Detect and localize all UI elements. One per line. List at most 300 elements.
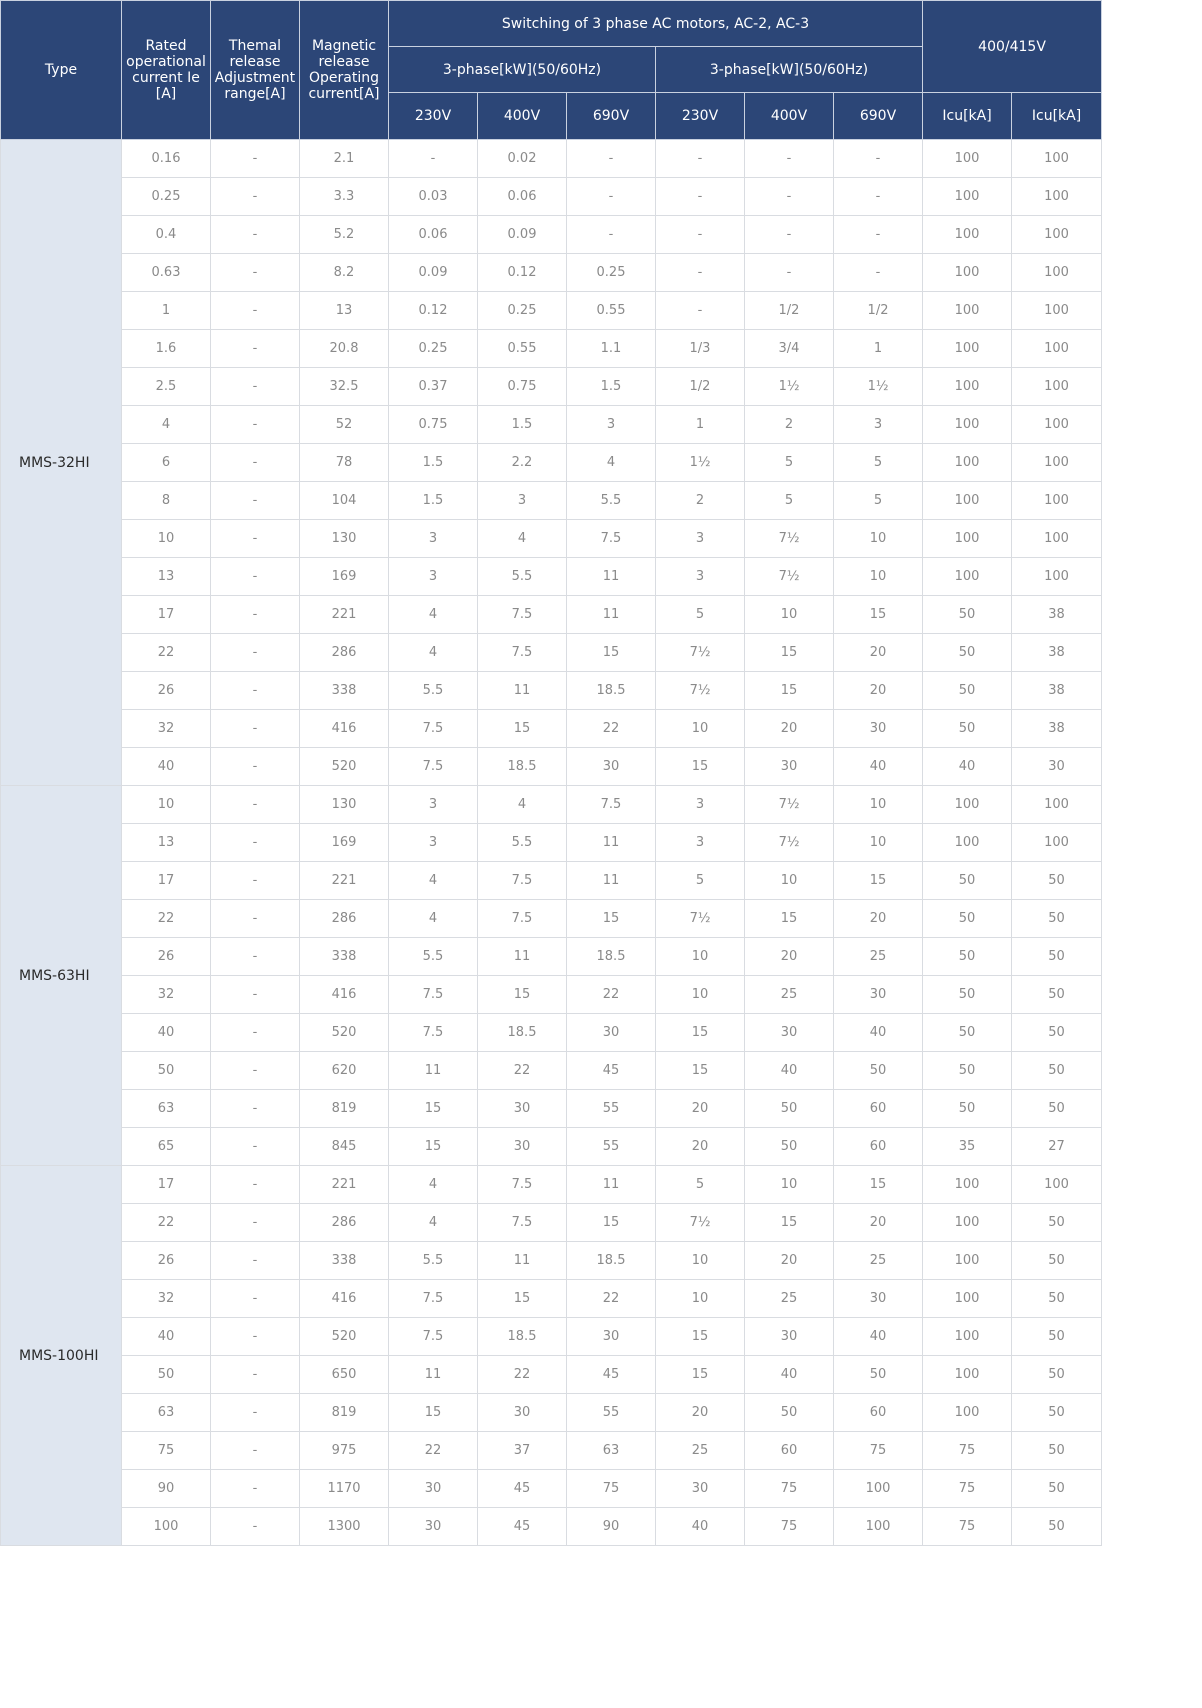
hp-230v-cell: 5 xyxy=(656,596,745,634)
thermal-release-cell: - xyxy=(211,672,300,710)
hp-230v-cell: - xyxy=(656,178,745,216)
kw-400v-cell: 37 xyxy=(478,1432,567,1470)
hp-230v-cell: 40 xyxy=(656,1508,745,1546)
kw-400v-cell: 3 xyxy=(478,482,567,520)
kw-400v-cell: 0.06 xyxy=(478,178,567,216)
kw-400v-cell: 7.5 xyxy=(478,900,567,938)
rated-current-cell: 2.5 xyxy=(122,368,211,406)
magnetic-release-cell: 338 xyxy=(300,672,389,710)
hp-690v-cell: - xyxy=(834,216,923,254)
icu-2-cell: 38 xyxy=(1012,596,1102,634)
table-row xyxy=(1,254,1102,292)
kw-690v-cell: 11 xyxy=(567,596,656,634)
icu-1-cell: 100 xyxy=(923,786,1012,824)
hp-230v-cell: 10 xyxy=(656,1242,745,1280)
hp-690v-cell: 20 xyxy=(834,900,923,938)
hp-400v-cell: 50 xyxy=(745,1090,834,1128)
icu-2-cell: 100 xyxy=(1012,140,1102,178)
magnetic-release-cell: 520 xyxy=(300,748,389,786)
header-row-1 xyxy=(1,1,1102,47)
kw-230v-cell: 0.75 xyxy=(389,406,478,444)
magnetic-release-cell: 104 xyxy=(300,482,389,520)
icu-2-cell: 100 xyxy=(1012,330,1102,368)
kw-400v-cell: 7.5 xyxy=(478,862,567,900)
kw-690v-cell: 1.1 xyxy=(567,330,656,368)
thermal-release-cell: - xyxy=(211,1394,300,1432)
rated-current-cell: 10 xyxy=(122,786,211,824)
icu-1-cell: 100 xyxy=(923,1166,1012,1204)
rated-current-cell: 75 xyxy=(122,1432,211,1470)
kw-230v-cell: 1.5 xyxy=(389,444,478,482)
magnetic-release-cell: 286 xyxy=(300,900,389,938)
icu-2-cell: 100 xyxy=(1012,254,1102,292)
kw-230v-cell: 3 xyxy=(389,786,478,824)
rated-current-cell: 32 xyxy=(122,976,211,1014)
hp-690v-cell: - xyxy=(834,140,923,178)
icu-1-cell: 50 xyxy=(923,862,1012,900)
icu-2-cell: 50 xyxy=(1012,1090,1102,1128)
hp-690v-cell: 40 xyxy=(834,748,923,786)
hp-230v-cell: 3 xyxy=(656,520,745,558)
hp-400v-cell: 50 xyxy=(745,1394,834,1432)
rated-current-cell: 0.25 xyxy=(122,178,211,216)
hp-230v-cell: 3 xyxy=(656,786,745,824)
hp-400v-cell: 50 xyxy=(745,1128,834,1166)
col-header-voltage-group: 400/415V xyxy=(923,1,1102,93)
magnetic-release-cell: 221 xyxy=(300,862,389,900)
hp-690v-cell: 20 xyxy=(834,1204,923,1242)
hp-230v-cell: - xyxy=(656,216,745,254)
rated-current-cell: 26 xyxy=(122,938,211,976)
kw-690v-cell: 18.5 xyxy=(567,672,656,710)
thermal-release-cell: - xyxy=(211,1090,300,1128)
thermal-release-cell: - xyxy=(211,254,300,292)
kw-400v-cell: 18.5 xyxy=(478,1318,567,1356)
rated-current-cell: 1 xyxy=(122,292,211,330)
kw-230v-cell: 22 xyxy=(389,1432,478,1470)
col-header-3phase-kw-1: 3-phase[kW](50/60Hz) xyxy=(389,47,656,93)
hp-230v-cell: - xyxy=(656,292,745,330)
kw-400v-cell: 22 xyxy=(478,1356,567,1394)
thermal-release-cell: - xyxy=(211,330,300,368)
kw-230v-cell: 0.37 xyxy=(389,368,478,406)
icu-2-cell: 100 xyxy=(1012,444,1102,482)
kw-690v-cell: 0.55 xyxy=(567,292,656,330)
hp-690v-cell: 60 xyxy=(834,1090,923,1128)
rated-current-cell: 100 xyxy=(122,1508,211,1546)
hp-690v-cell: 1 xyxy=(834,330,923,368)
kw-230v-cell: 7.5 xyxy=(389,976,478,1014)
hp-690v-cell: 1/2 xyxy=(834,292,923,330)
kw-690v-cell: 3 xyxy=(567,406,656,444)
rated-current-cell: 13 xyxy=(122,824,211,862)
col-header-switching: Switching of 3 phase AC motors, AC-2, AC-3 xyxy=(389,1,923,47)
table-row xyxy=(1,1280,1102,1318)
hp-690v-cell: 50 xyxy=(834,1052,923,1090)
kw-400v-cell: 15 xyxy=(478,1280,567,1318)
hp-230v-cell: 1 xyxy=(656,406,745,444)
rated-current-cell: 22 xyxy=(122,634,211,672)
rated-current-cell: 13 xyxy=(122,558,211,596)
icu-1-cell: 100 xyxy=(923,444,1012,482)
hp-230v-cell: 10 xyxy=(656,1280,745,1318)
rated-current-cell: 50 xyxy=(122,1052,211,1090)
icu-1-cell: 100 xyxy=(923,1204,1012,1242)
kw-400v-cell: 0.09 xyxy=(478,216,567,254)
hp-400v-cell: 5 xyxy=(745,482,834,520)
magnetic-release-cell: 221 xyxy=(300,1166,389,1204)
rated-current-cell: 22 xyxy=(122,1204,211,1242)
hp-230v-cell: 20 xyxy=(656,1128,745,1166)
kw-690v-cell: 55 xyxy=(567,1090,656,1128)
icu-1-cell: 100 xyxy=(923,520,1012,558)
table-row xyxy=(1,292,1102,330)
table-row xyxy=(1,558,1102,596)
thermal-release-cell: - xyxy=(211,1014,300,1052)
kw-230v-cell: 7.5 xyxy=(389,1318,478,1356)
icu-2-cell: 100 xyxy=(1012,368,1102,406)
hp-400v-cell: 1/2 xyxy=(745,292,834,330)
kw-690v-cell: 18.5 xyxy=(567,938,656,976)
table-row xyxy=(1,1090,1102,1128)
rated-current-cell: 32 xyxy=(122,710,211,748)
kw-400v-cell: 30 xyxy=(478,1394,567,1432)
kw-230v-cell: 0.12 xyxy=(389,292,478,330)
table-row xyxy=(1,748,1102,786)
kw-230v-cell: 3 xyxy=(389,824,478,862)
magnetic-release-cell: 416 xyxy=(300,1280,389,1318)
hp-400v-cell: 75 xyxy=(745,1470,834,1508)
kw-230v-cell: 3 xyxy=(389,520,478,558)
icu-1-cell: 75 xyxy=(923,1432,1012,1470)
table-row xyxy=(1,1014,1102,1052)
kw-690v-cell: 11 xyxy=(567,824,656,862)
magnetic-release-cell: 169 xyxy=(300,558,389,596)
hp-690v-cell: - xyxy=(834,254,923,292)
hp-400v-cell: 60 xyxy=(745,1432,834,1470)
hp-230v-cell: 20 xyxy=(656,1394,745,1432)
thermal-release-cell: - xyxy=(211,292,300,330)
icu-2-cell: 50 xyxy=(1012,1394,1102,1432)
table-row xyxy=(1,1204,1102,1242)
kw-230v-cell: 11 xyxy=(389,1052,478,1090)
hp-400v-cell: 15 xyxy=(745,634,834,672)
thermal-release-cell: - xyxy=(211,1432,300,1470)
hp-690v-cell: 1½ xyxy=(834,368,923,406)
icu-2-cell: 38 xyxy=(1012,634,1102,672)
hp-690v-cell: 10 xyxy=(834,558,923,596)
col-header-3phase-kw-2: 3-phase[kW](50/60Hz) xyxy=(656,47,923,93)
hp-400v-cell: 25 xyxy=(745,976,834,1014)
col-header-400v-1: 400V xyxy=(478,93,567,140)
kw-690v-cell: 30 xyxy=(567,748,656,786)
kw-690v-cell: 11 xyxy=(567,558,656,596)
magnetic-release-cell: 2.1 xyxy=(300,140,389,178)
kw-690v-cell: 63 xyxy=(567,1432,656,1470)
magnetic-release-cell: 338 xyxy=(300,938,389,976)
kw-400v-cell: 18.5 xyxy=(478,748,567,786)
kw-400v-cell: 2.2 xyxy=(478,444,567,482)
thermal-release-cell: - xyxy=(211,634,300,672)
thermal-release-cell: - xyxy=(211,900,300,938)
thermal-release-cell: - xyxy=(211,976,300,1014)
magnetic-release-cell: 286 xyxy=(300,634,389,672)
thermal-release-cell: - xyxy=(211,938,300,976)
kw-400v-cell: 4 xyxy=(478,520,567,558)
hp-400v-cell: 3/4 xyxy=(745,330,834,368)
table-row xyxy=(1,1508,1102,1546)
table-row xyxy=(1,900,1102,938)
icu-2-cell: 50 xyxy=(1012,1242,1102,1280)
icu-1-cell: 50 xyxy=(923,710,1012,748)
rated-current-cell: 0.16 xyxy=(122,140,211,178)
col-header-rated-current: Rated operational current Ie [A] xyxy=(122,1,211,140)
thermal-release-cell: - xyxy=(211,1280,300,1318)
thermal-release-cell: - xyxy=(211,824,300,862)
icu-2-cell: 50 xyxy=(1012,1356,1102,1394)
hp-230v-cell: 1½ xyxy=(656,444,745,482)
kw-230v-cell: 15 xyxy=(389,1090,478,1128)
rated-current-cell: 40 xyxy=(122,1014,211,1052)
kw-690v-cell: 7.5 xyxy=(567,520,656,558)
table-row xyxy=(1,1470,1102,1508)
hp-400v-cell: 20 xyxy=(745,1242,834,1280)
kw-400v-cell: 18.5 xyxy=(478,1014,567,1052)
thermal-release-cell: - xyxy=(211,596,300,634)
kw-690v-cell: 45 xyxy=(567,1356,656,1394)
table-row xyxy=(1,1432,1102,1470)
hp-690v-cell: 5 xyxy=(834,444,923,482)
hp-690v-cell: 10 xyxy=(834,520,923,558)
icu-2-cell: 100 xyxy=(1012,216,1102,254)
magnetic-release-cell: 130 xyxy=(300,786,389,824)
hp-230v-cell: 20 xyxy=(656,1090,745,1128)
kw-230v-cell: 15 xyxy=(389,1128,478,1166)
table-row xyxy=(1,786,1102,824)
kw-230v-cell: 5.5 xyxy=(389,1242,478,1280)
kw-690v-cell: - xyxy=(567,216,656,254)
table-row xyxy=(1,406,1102,444)
hp-400v-cell: 10 xyxy=(745,596,834,634)
rated-current-cell: 17 xyxy=(122,596,211,634)
thermal-release-cell: - xyxy=(211,482,300,520)
icu-2-cell: 38 xyxy=(1012,672,1102,710)
kw-400v-cell: 0.75 xyxy=(478,368,567,406)
hp-690v-cell: 30 xyxy=(834,1280,923,1318)
thermal-release-cell: - xyxy=(211,1508,300,1546)
table-row xyxy=(1,368,1102,406)
icu-1-cell: 100 xyxy=(923,330,1012,368)
table-row xyxy=(1,1394,1102,1432)
type-cell: MMS-63HI xyxy=(1,786,122,1166)
thermal-release-cell: - xyxy=(211,1052,300,1090)
hp-400v-cell: 15 xyxy=(745,672,834,710)
kw-690v-cell: 11 xyxy=(567,1166,656,1204)
hp-230v-cell: 15 xyxy=(656,1014,745,1052)
magnetic-release-cell: 286 xyxy=(300,1204,389,1242)
hp-230v-cell: 5 xyxy=(656,862,745,900)
kw-400v-cell: 30 xyxy=(478,1128,567,1166)
hp-400v-cell: - xyxy=(745,140,834,178)
table-row xyxy=(1,1242,1102,1280)
icu-1-cell: 100 xyxy=(923,1356,1012,1394)
magnetic-release-cell: 620 xyxy=(300,1052,389,1090)
kw-400v-cell: 7.5 xyxy=(478,1166,567,1204)
table-row xyxy=(1,178,1102,216)
hp-690v-cell: 60 xyxy=(834,1394,923,1432)
thermal-release-cell: - xyxy=(211,1356,300,1394)
rated-current-cell: 6 xyxy=(122,444,211,482)
icu-2-cell: 50 xyxy=(1012,1508,1102,1546)
kw-230v-cell: 7.5 xyxy=(389,748,478,786)
icu-1-cell: 50 xyxy=(923,1052,1012,1090)
hp-230v-cell: 7½ xyxy=(656,672,745,710)
icu-2-cell: 50 xyxy=(1012,1052,1102,1090)
kw-230v-cell: 7.5 xyxy=(389,1280,478,1318)
icu-2-cell: 100 xyxy=(1012,1166,1102,1204)
magnetic-release-cell: 975 xyxy=(300,1432,389,1470)
table-row xyxy=(1,710,1102,748)
hp-230v-cell: 7½ xyxy=(656,900,745,938)
table-row xyxy=(1,862,1102,900)
magnetic-release-cell: 221 xyxy=(300,596,389,634)
col-header-690v-1: 690V xyxy=(567,93,656,140)
hp-230v-cell: 30 xyxy=(656,1470,745,1508)
rated-current-cell: 40 xyxy=(122,748,211,786)
thermal-release-cell: - xyxy=(211,1166,300,1204)
icu-1-cell: 35 xyxy=(923,1128,1012,1166)
rated-current-cell: 17 xyxy=(122,862,211,900)
hp-230v-cell: 1/3 xyxy=(656,330,745,368)
thermal-release-cell: - xyxy=(211,178,300,216)
hp-690v-cell: 25 xyxy=(834,938,923,976)
magnetic-release-cell: 1300 xyxy=(300,1508,389,1546)
thermal-release-cell: - xyxy=(211,558,300,596)
magnetic-release-cell: 8.2 xyxy=(300,254,389,292)
thermal-release-cell: - xyxy=(211,216,300,254)
icu-1-cell: 100 xyxy=(923,140,1012,178)
kw-400v-cell: 0.02 xyxy=(478,140,567,178)
hp-400v-cell: 30 xyxy=(745,748,834,786)
rated-current-cell: 22 xyxy=(122,900,211,938)
hp-400v-cell: 7½ xyxy=(745,786,834,824)
kw-690v-cell: 75 xyxy=(567,1470,656,1508)
kw-690v-cell: 55 xyxy=(567,1394,656,1432)
icu-1-cell: 50 xyxy=(923,1090,1012,1128)
kw-690v-cell: 0.25 xyxy=(567,254,656,292)
table-row xyxy=(1,1356,1102,1394)
hp-230v-cell: 15 xyxy=(656,1356,745,1394)
kw-230v-cell: 0.09 xyxy=(389,254,478,292)
table-row xyxy=(1,634,1102,672)
kw-400v-cell: 45 xyxy=(478,1508,567,1546)
hp-690v-cell: 75 xyxy=(834,1432,923,1470)
table-row xyxy=(1,672,1102,710)
hp-690v-cell: 15 xyxy=(834,862,923,900)
hp-400v-cell: 75 xyxy=(745,1508,834,1546)
icu-2-cell: 38 xyxy=(1012,710,1102,748)
icu-2-cell: 100 xyxy=(1012,824,1102,862)
hp-230v-cell: 15 xyxy=(656,1318,745,1356)
thermal-release-cell: - xyxy=(211,710,300,748)
kw-230v-cell: 0.25 xyxy=(389,330,478,368)
kw-690v-cell: 22 xyxy=(567,1280,656,1318)
kw-230v-cell: 4 xyxy=(389,900,478,938)
hp-690v-cell: 10 xyxy=(834,786,923,824)
rated-current-cell: 65 xyxy=(122,1128,211,1166)
magnetic-release-cell: 20.8 xyxy=(300,330,389,368)
icu-2-cell: 50 xyxy=(1012,862,1102,900)
table-row xyxy=(1,1318,1102,1356)
kw-230v-cell: 30 xyxy=(389,1470,478,1508)
magnetic-release-cell: 520 xyxy=(300,1014,389,1052)
rated-current-cell: 26 xyxy=(122,672,211,710)
icu-1-cell: 50 xyxy=(923,672,1012,710)
magnetic-release-cell: 650 xyxy=(300,1356,389,1394)
hp-690v-cell: 60 xyxy=(834,1128,923,1166)
hp-400v-cell: 7½ xyxy=(745,558,834,596)
rated-current-cell: 90 xyxy=(122,1470,211,1508)
icu-2-cell: 100 xyxy=(1012,558,1102,596)
thermal-release-cell: - xyxy=(211,786,300,824)
kw-400v-cell: 7.5 xyxy=(478,596,567,634)
magnetic-release-cell: 130 xyxy=(300,520,389,558)
thermal-release-cell: - xyxy=(211,1204,300,1242)
table-body xyxy=(1,140,1102,1546)
kw-400v-cell: 0.55 xyxy=(478,330,567,368)
icu-2-cell: 50 xyxy=(1012,976,1102,1014)
thermal-release-cell: - xyxy=(211,1470,300,1508)
icu-2-cell: 50 xyxy=(1012,1318,1102,1356)
magnetic-release-cell: 3.3 xyxy=(300,178,389,216)
kw-690v-cell: 1.5 xyxy=(567,368,656,406)
icu-1-cell: 100 xyxy=(923,824,1012,862)
magnetic-release-cell: 52 xyxy=(300,406,389,444)
magnetic-release-cell: 32.5 xyxy=(300,368,389,406)
icu-1-cell: 50 xyxy=(923,900,1012,938)
rated-current-cell: 1.6 xyxy=(122,330,211,368)
kw-400v-cell: 5.5 xyxy=(478,824,567,862)
kw-690v-cell: 11 xyxy=(567,862,656,900)
hp-230v-cell: 2 xyxy=(656,482,745,520)
kw-230v-cell: 11 xyxy=(389,1356,478,1394)
hp-690v-cell: - xyxy=(834,178,923,216)
icu-1-cell: 100 xyxy=(923,558,1012,596)
kw-690v-cell: 45 xyxy=(567,1052,656,1090)
col-header-230v-2: 230V xyxy=(656,93,745,140)
icu-2-cell: 50 xyxy=(1012,1204,1102,1242)
rated-current-cell: 10 xyxy=(122,520,211,558)
thermal-release-cell: - xyxy=(211,520,300,558)
table-row xyxy=(1,938,1102,976)
hp-400v-cell: - xyxy=(745,216,834,254)
magnetic-release-cell: 416 xyxy=(300,710,389,748)
thermal-release-cell: - xyxy=(211,1318,300,1356)
kw-230v-cell: 4 xyxy=(389,596,478,634)
hp-400v-cell: 40 xyxy=(745,1356,834,1394)
col-header-230v-1: 230V xyxy=(389,93,478,140)
magnetic-release-cell: 1170 xyxy=(300,1470,389,1508)
hp-400v-cell: - xyxy=(745,178,834,216)
hp-690v-cell: 50 xyxy=(834,1356,923,1394)
hp-230v-cell: 15 xyxy=(656,1052,745,1090)
hp-400v-cell: 5 xyxy=(745,444,834,482)
table-row xyxy=(1,596,1102,634)
magnetic-release-cell: 78 xyxy=(300,444,389,482)
kw-230v-cell: 15 xyxy=(389,1394,478,1432)
kw-400v-cell: 45 xyxy=(478,1470,567,1508)
kw-400v-cell: 30 xyxy=(478,1090,567,1128)
